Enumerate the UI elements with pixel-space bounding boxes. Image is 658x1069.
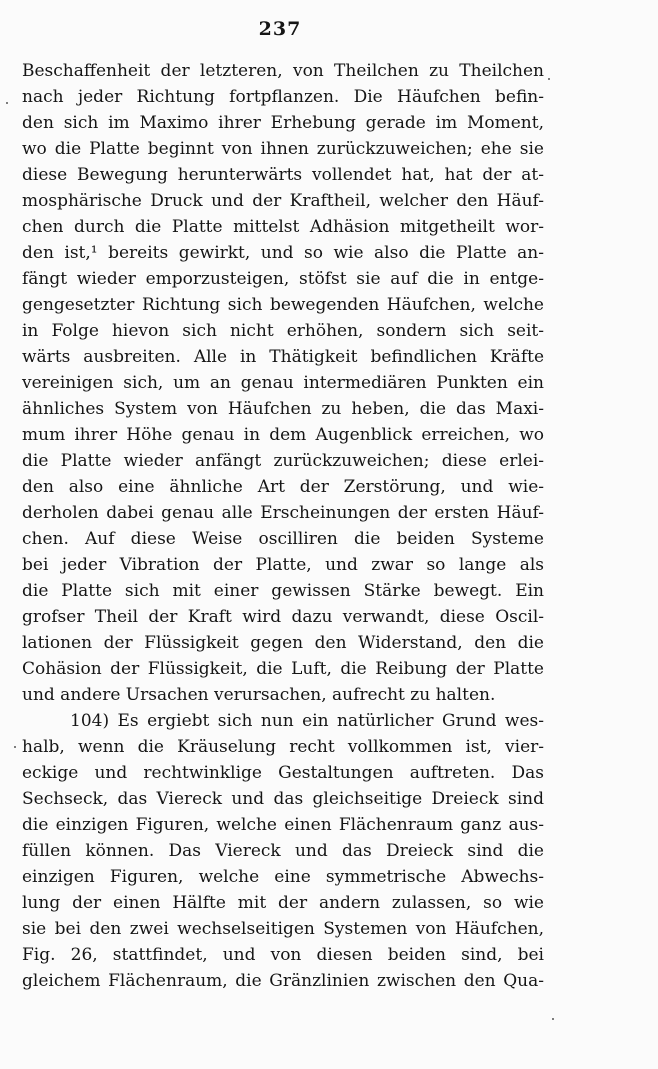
section-start-line: 104) Es ergiebt sich nun ein natürlicher Grund wes- [70,711,544,731]
text-line: sie bei den zwei wechselseitigen Systemen von Häufchen, [22,919,544,939]
text-line: die einzigen Figuren, welche einen Flächenraum ganz aus- [22,815,544,835]
text-line: den sich im Maximo ihrer Erhebung gerade im Moment, [22,113,544,133]
scan-speck [6,102,8,104]
text-line: wo die Platte beginnt von ihnen zurückzuweichen; ehe sie [22,139,544,159]
text-line: lationen der Flüssigkeit gegen den Widerstand, den die [22,633,544,653]
text-line: chen durch die Platte mittelst Adhäsion mitgetheilt wor- [22,217,544,237]
text-line: den also eine ähnliche Art der Zerstörung, und wie- [22,477,544,497]
text-line: Fig. 26, stattfindet, und von diesen beiden sind, bei [22,945,544,965]
scan-speck [548,78,550,80]
text-line: mum ihrer Höhe genau in dem Augenblick erreichen, wo [22,425,544,445]
text-line: den ist,¹ bereits gewirkt, und so wie also die Platte an- [22,243,544,263]
text-line: eckige und rechtwinklige Gestaltungen auftreten. Das [22,763,544,783]
text-line: die Platte sich mit einer gewissen Stärke bewegt. Ein [22,581,544,601]
text-line: die Platte wieder anfängt zurückzuweichen; diese erlei- [22,451,544,471]
text-line: ähnliches System von Häufchen zu heben, die das Maxi- [22,399,544,419]
text-line: Cohäsion der Flüssigkeit, die Luft, die Reibung der Platte [22,659,544,679]
paragraph-end-line: und andere Ursachen verursachen, aufrecht zu halten. [22,685,496,705]
scan-speck [552,1018,554,1020]
text-line: in Folge hievon sich nicht erhöhen, sondern sich seit- [22,321,544,341]
text-line: vereinigen sich, um an genau intermediären Punkten ein [22,373,544,393]
text-line: gengesetzter Richtung sich bewegenden Häufchen, welche [22,295,544,315]
text-line: bei jeder Vibration der Platte, und zwar so lange als [22,555,544,575]
text-line: mosphärische Druck und der Kraftheil, welcher den Häuf- [22,191,544,211]
body-text [22,58,544,994]
text-line: gleichem Flächenraum, die Gränzlinien zwischen den Qua- [22,971,544,991]
text-line: Sechseck, das Viereck und das gleichseitige Dreieck sind [22,789,544,809]
page-number: 237 [258,18,302,40]
text-line: diese Bewegung herunterwärts vollendet hat, hat der at- [22,165,544,185]
text-line: wärts ausbreiten. Alle in Thätigkeit befindlichen Kräfte [22,347,544,367]
scan-speck [14,746,16,748]
text-line: fängt wieder emporzusteigen, stöfst sie auf die in entge- [22,269,544,289]
text-line: grofser Theil der Kraft wird dazu verwandt, diese Oscil- [22,607,544,627]
text-line: halb, wenn die Kräuselung recht vollkommen ist, vier- [22,737,544,757]
text-line: lung der einen Hälfte mit der andern zulassen, so wie [22,893,544,913]
text-line: chen. Auf diese Weise oscilliren die beiden Systeme [22,529,544,549]
text-line: derholen dabei genau alle Erscheinungen der ersten Häuf- [22,503,544,523]
text-line: nach jeder Richtung fortpflanzen. Die Häufchen befin- [22,87,544,107]
text-line: einzigen Figuren, welche eine symmetrische Abwechs- [22,867,544,887]
text-line: füllen können. Das Viereck und das Dreieck sind die [22,841,544,861]
text-line: Beschaffenheit der letzteren, von Theilchen zu Theilchen [22,61,544,81]
